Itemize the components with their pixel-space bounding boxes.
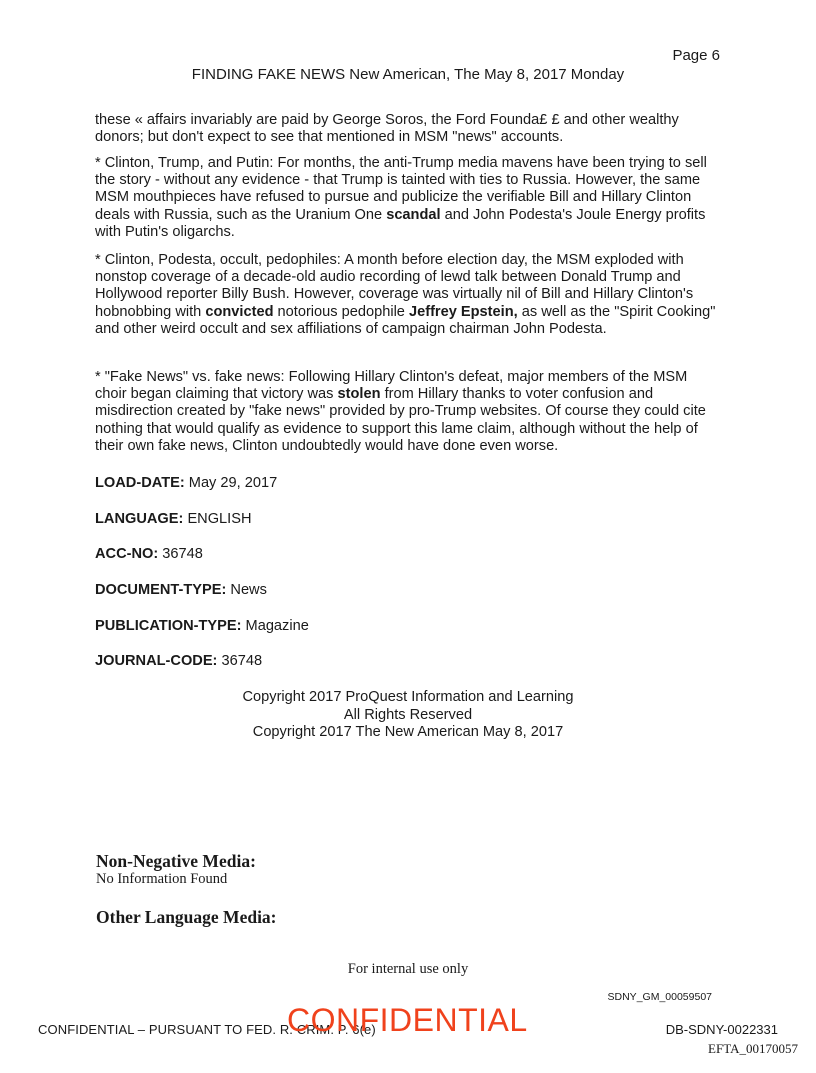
text-run: as well as the "Spirit Cooking" and other weird occult and sex affiliations of campaign chairman John Podesta. xyxy=(95,303,716,337)
copyright-block xyxy=(0,689,816,742)
confidential-stamp: CONFIDENTIAL xyxy=(287,1002,528,1038)
bates-number-sdny-gm: SDNY_GM_00059507 xyxy=(607,991,712,1003)
text-run: and John Podesta's Joule Energy profits with Putin's oligarchs. xyxy=(95,206,706,240)
text-run: * Clinton, Podesta, occult, pedophiles: A month before election day, the MSM exploded with nonstop coverage of a decade-old audio recording of lewd talk between Donald Trump and Hollywood reporter Billy Bush. However, coverage was virtually nil of Bill and Hillary Clinton's hobnobbing with xyxy=(95,252,694,320)
field-value: Magazine xyxy=(245,618,309,634)
field-value: News xyxy=(230,582,267,598)
field-label: LANGUAGE: xyxy=(95,511,184,527)
field-journal-code xyxy=(95,653,262,669)
bold-term-stolen: stolen xyxy=(337,386,381,403)
field-label: LOAD-DATE: xyxy=(95,475,185,491)
page-number: Page 6 xyxy=(672,47,720,64)
text-run: from Hillary thanks to voter confusion and misdirection created by "fake news" provided by pro-Trump websites. Of course they could cite nothing that would qualify as evidence to support this lame claim, although without the help of their own fake news, Clinton undoubtedly would have done even worse. xyxy=(95,386,706,454)
copyright-line: All Rights Reserved xyxy=(343,706,473,723)
copyright-line: Copyright 2017 ProQuest Information and Learning xyxy=(242,689,574,705)
non-negative-media-value: No Information Found xyxy=(96,871,228,887)
non-negative-media-heading: Non-Negative Media: xyxy=(96,851,256,871)
paragraph-fake-news xyxy=(95,369,721,455)
bold-term-epstein: Jeffrey Epstein, xyxy=(408,303,518,320)
field-value: ENGLISH xyxy=(187,511,252,527)
bold-term-scandal: scandal xyxy=(386,206,441,223)
internal-use-notice: For internal use only xyxy=(347,961,469,977)
copyright-line: Copyright 2017 The New American May 8, 2017 xyxy=(252,724,564,740)
field-label: ACC-NO: xyxy=(95,546,159,562)
field-value: 36748 xyxy=(162,546,203,562)
paragraph-clinton-trump-putin xyxy=(95,155,721,241)
field-label: JOURNAL-CODE: xyxy=(95,653,218,669)
field-load-date xyxy=(95,475,277,491)
paragraph-clinton-podesta xyxy=(95,252,721,338)
bold-term-convicted: convicted xyxy=(205,303,274,320)
field-document-type xyxy=(95,582,267,598)
field-value: May 29, 2017 xyxy=(188,475,278,491)
field-value: 36748 xyxy=(221,653,263,669)
text-run: * Clinton, Trump, and Putin: For months, the anti-Trump media mavens have been trying to sell the story - without any evidence - that Trump is tainted with ties to Russia. However, the same MSM mouthpieces have refused to pursue and publicize the verifiable Bill and Hillary Clinton deals with Russia, such as the Uranium One xyxy=(95,155,707,223)
text-run: * "Fake News" vs. fake news: Following Hillary Clinton's defeat, major members of the MSM choir began claiming that victory was xyxy=(95,369,688,403)
field-language xyxy=(95,511,252,527)
other-language-media-heading: Other Language Media: xyxy=(96,907,277,927)
field-acc-no xyxy=(95,546,203,562)
text-run: notorious pedophile xyxy=(273,303,409,320)
field-label: DOCUMENT-TYPE: xyxy=(95,582,227,598)
bates-number-efta: EFTA_00170057 xyxy=(708,1041,798,1056)
paragraph-soros: these « affairs invariably are paid by George Soros, the Ford Founda£ £ and other wealthy donors; but don't expect to see that mentioned in MSM "news" accounts. xyxy=(95,112,679,146)
bates-number-db-sdny: DB-SDNY-0022331 xyxy=(665,1022,778,1037)
confidentiality-notice: CONFIDENTIAL – PURSUANT TO FED. R. CRIM. P. 6(e) xyxy=(38,1022,376,1037)
document-header-title: FINDING FAKE NEWS New American, The May 8, 2017 Monday xyxy=(191,66,625,83)
field-label: PUBLICATION-TYPE: xyxy=(95,618,242,634)
field-publication-type xyxy=(95,618,309,634)
